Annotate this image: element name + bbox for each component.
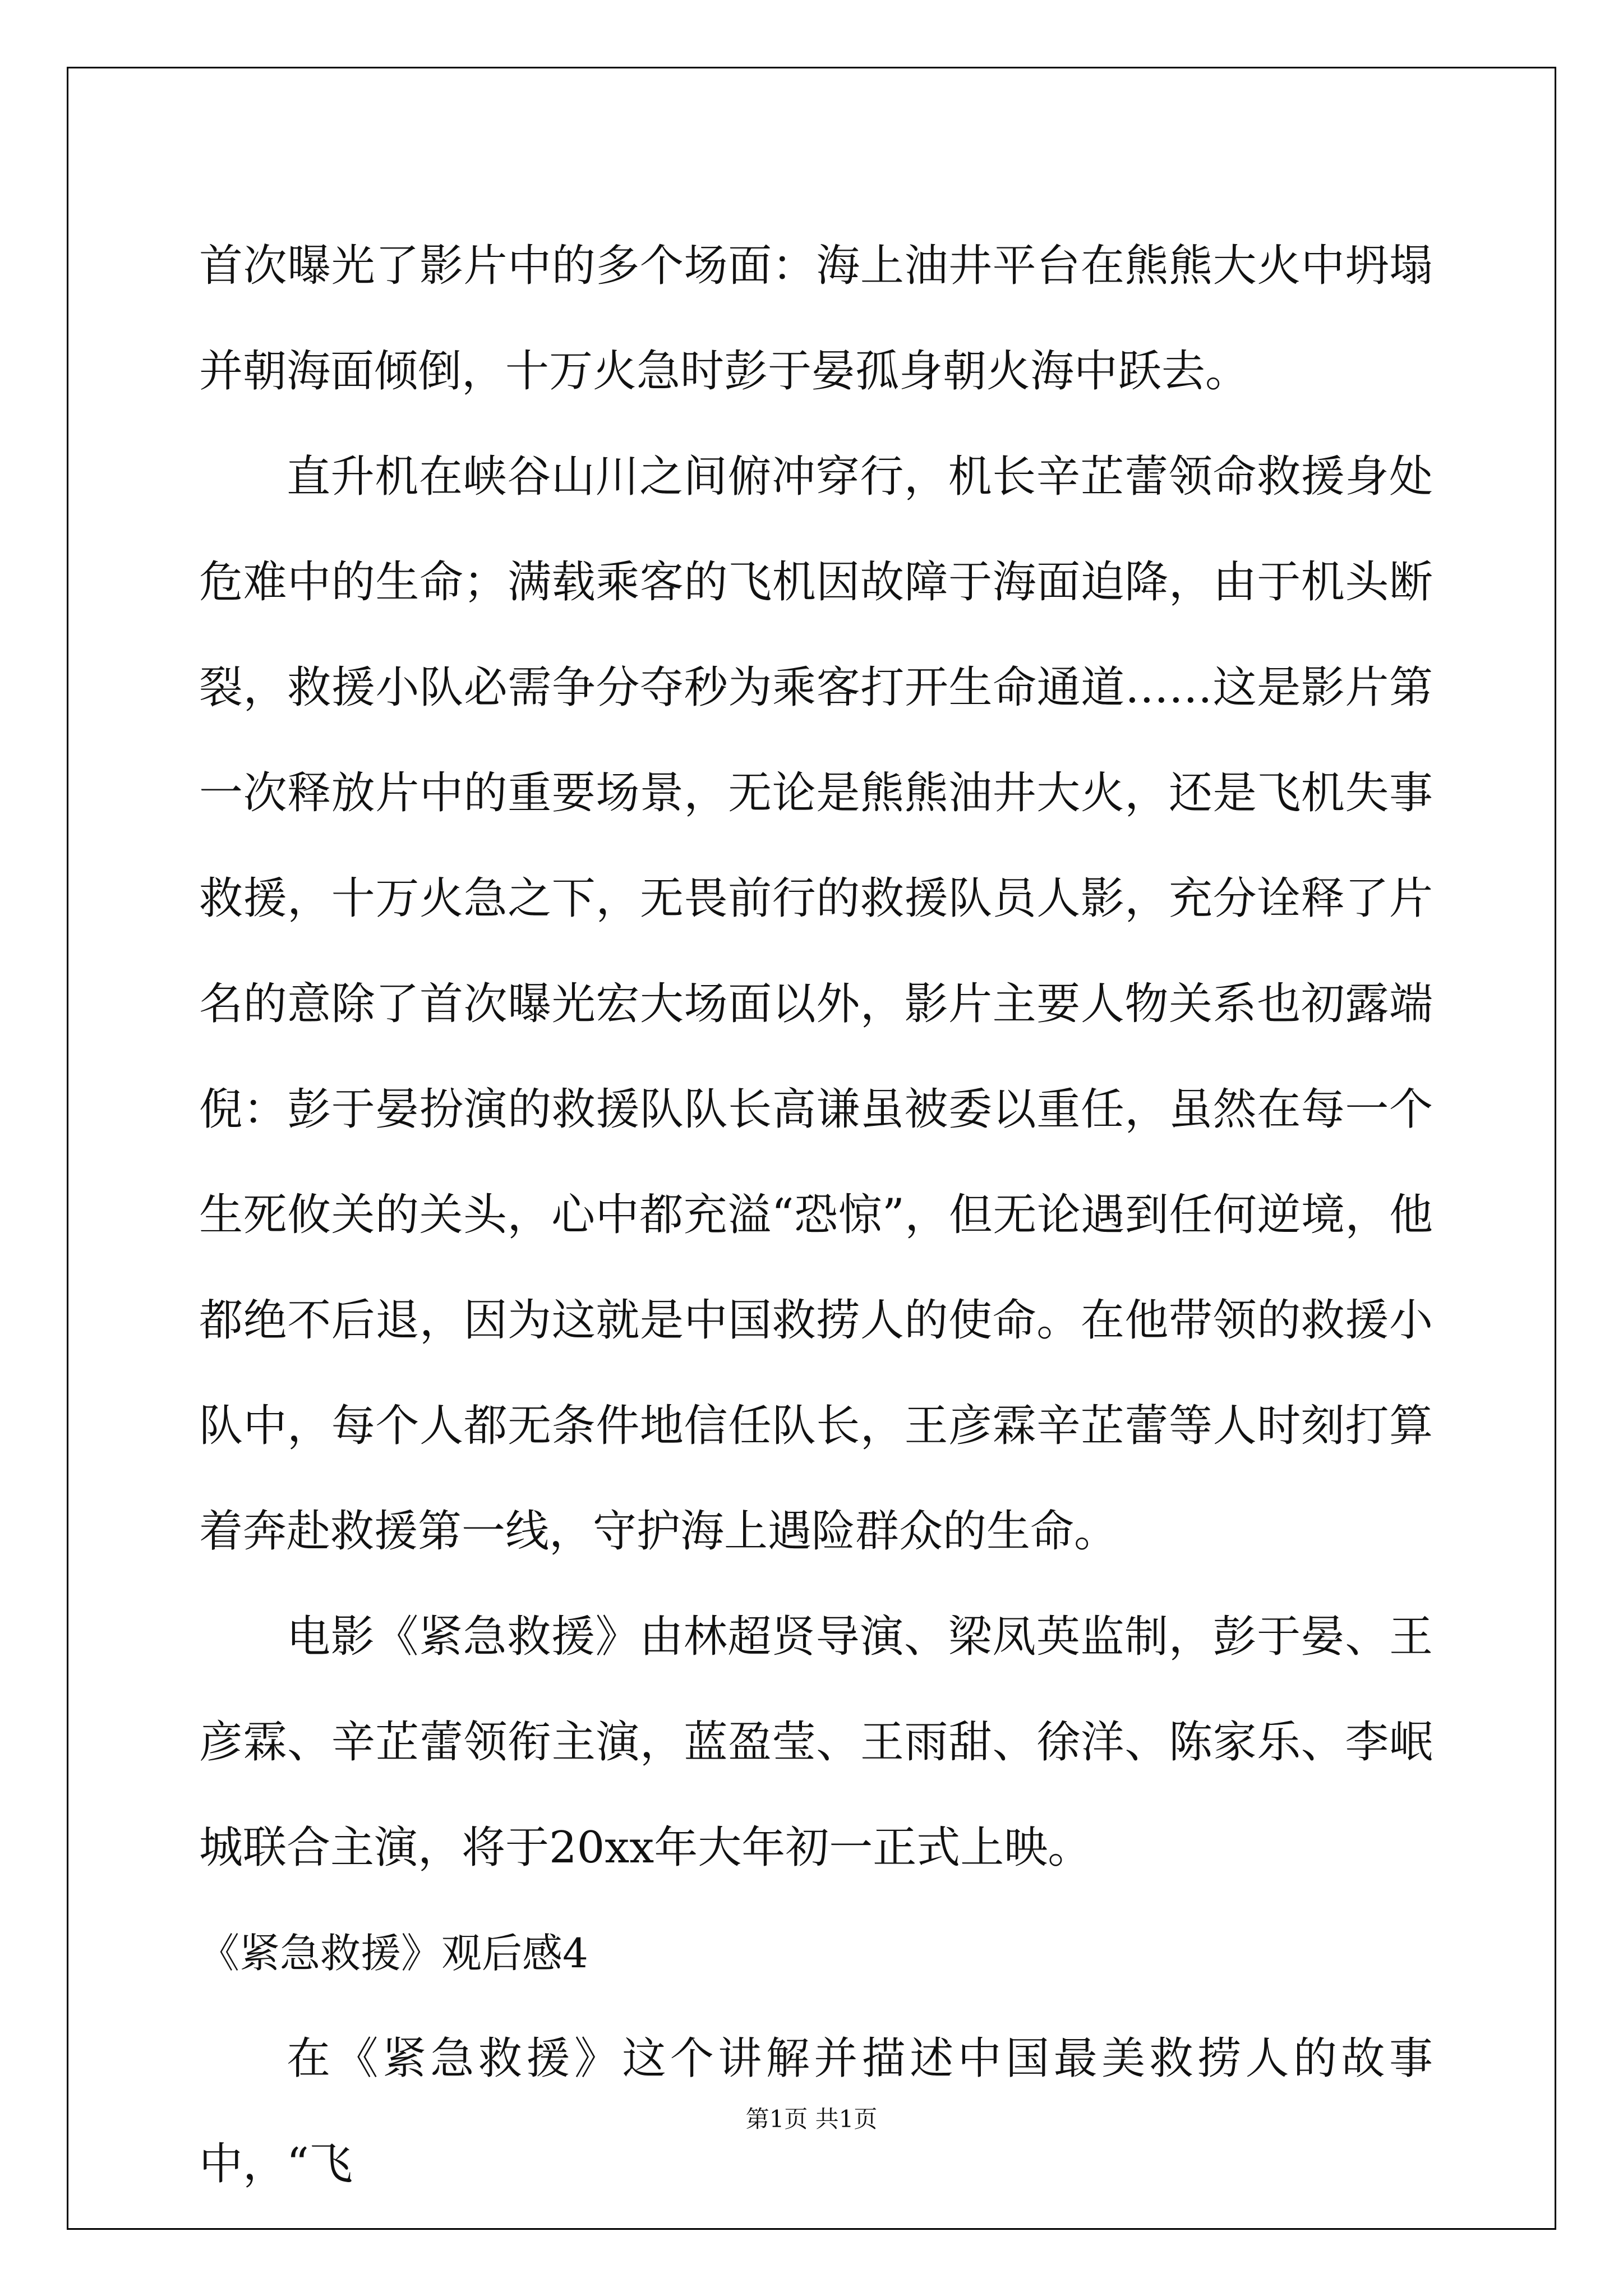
paragraph-2: 直升机在峡谷山川之间俯冲穿行，机长辛芷蕾领命救援身处危难中的生命；满载乘客的飞机因故障于海面迫降，由于机头断裂，救援小队必需争分夺秒为乘客打开生命通道……这是影片第一次释放片中的重要场景，无论是熊熊油井大火，还是飞机失事救援，十万火急之下，无畏前行的救援队员人影，充分诠释了片名的意除了首次曝光宏大场面以外，影片主要人物关系也初露端倪：彭于晏扮演的救援队队长高谦虽被委以重任，虽然在每一个生死攸关的关头，心中都充溢“恐惊”，但无论遇到任何逆境，他都绝不后退，因为这就是中国救捞人的使命。在他带领的救援小队中，每个人都无条件地信任队长，王彦霖辛芷蕾等人时刻打算着奔赴救援第一线，守护海上遇险群众的生命。 — [199, 452, 1433, 1557]
document-body — [199, 213, 1433, 2217]
paragraph-4: 在《紧急救援》这个讲解并描述中国最美救捞人的故事中，“飞 — [199, 2033, 1433, 2189]
paragraph-3: 电影《紧急救援》由林超贤导演、梁凤英监制，彭于晏、王彦霖、辛芷蕾领衔主演，蓝盈莹、王雨甜、徐洋、陈家乐、李岷城联合主演，将于20xx年大年初一正式上映。 — [199, 1612, 1433, 1873]
page-number-footer: 第1页 共1页 — [745, 2105, 878, 2133]
section-heading: 《紧急救援》观后感4 — [199, 1930, 588, 1977]
paragraph-1: 首次曝光了影片中的多个场面：海上油井平台在熊熊大火中坍塌并朝海面倾倒，十万火急时彭于晏孤身朝火海中跃去。 — [199, 241, 1433, 397]
